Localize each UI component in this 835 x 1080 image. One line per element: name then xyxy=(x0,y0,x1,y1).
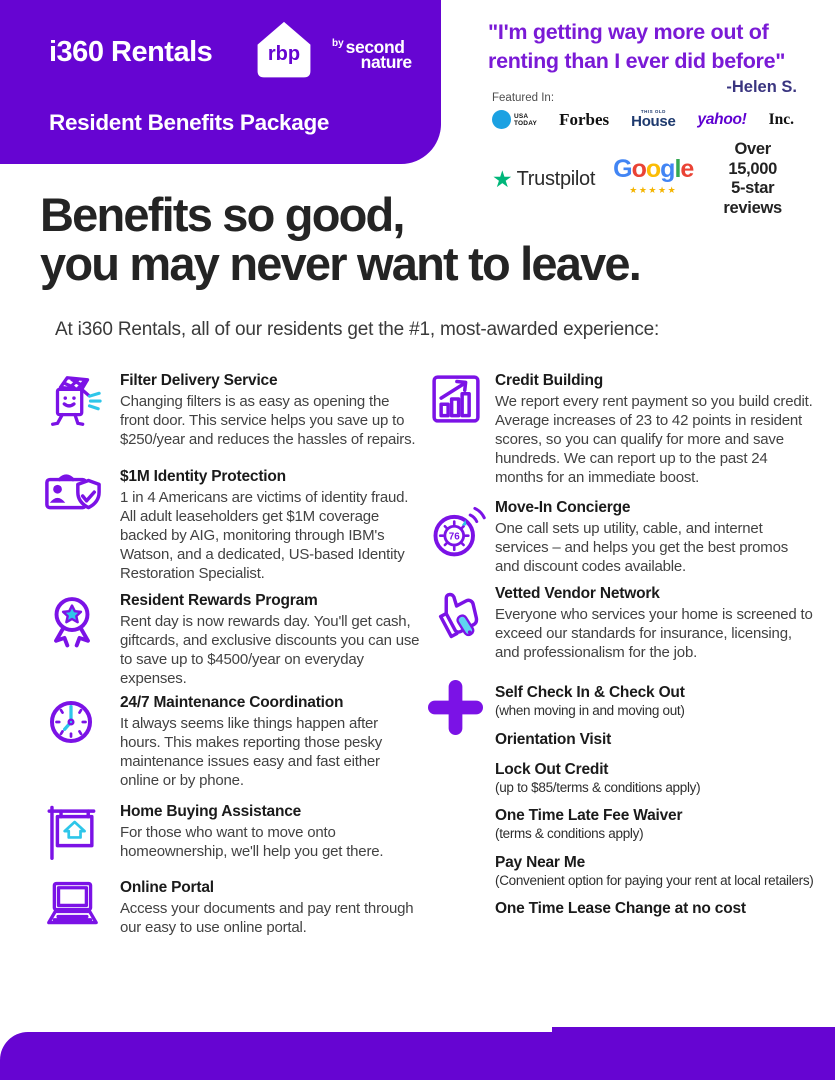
google-five-stars-icon: ★★★★★ xyxy=(629,184,678,195)
by-label: by xyxy=(332,38,344,49)
second-label: second xyxy=(345,37,405,57)
usa-today-text: USA xyxy=(514,112,529,120)
press-logos-row xyxy=(492,109,794,130)
quote-line-1: "I'm getting way more out of xyxy=(488,20,769,44)
benefit-title: Resident Rewards Program xyxy=(120,592,318,609)
google-letter: g xyxy=(660,154,675,183)
benefit-move-in-concierge xyxy=(428,498,814,576)
extra-note: (up to $85/terms & conditions apply) xyxy=(495,779,701,795)
benefit-vetted-vendor xyxy=(428,584,814,662)
quote-attribution: -Helen S. xyxy=(726,78,797,96)
extra-item-self-check xyxy=(495,683,814,720)
benefit-title: Vetted Vendor Network xyxy=(495,585,660,602)
usa-today-text2: TODAY xyxy=(514,119,538,127)
benefit-body: It always seems like things happen after hours. This makes reporting those pesky maintenance issues easy and fast either online or by phone. xyxy=(120,715,383,789)
package-title: Resident Benefits Package xyxy=(49,110,330,135)
benefit-maintenance xyxy=(42,693,422,790)
house-label: House xyxy=(631,113,676,130)
review-count-line2: 5-star reviews xyxy=(723,179,782,217)
benefit-title: Credit Building xyxy=(495,372,604,389)
extra-note: (Convenient option for paying your rent at local retailers) xyxy=(495,872,814,888)
trustpilot-logo xyxy=(492,168,595,191)
benefit-body: For those who want to move onto homeownership, we'll help you get there. xyxy=(120,824,384,860)
extra-item-lockout xyxy=(495,760,814,797)
rbp-second-nature-logo xyxy=(243,12,412,90)
extra-item-pay-near-me xyxy=(495,853,814,890)
google-letter: e xyxy=(680,154,694,183)
benefit-title: Move-In Concierge xyxy=(495,499,631,516)
home-buying-icon xyxy=(42,802,120,867)
headline-line1: Benefits so good, xyxy=(40,188,404,241)
extra-item-orientation xyxy=(495,730,814,750)
benefit-title: $1M Identity Protection xyxy=(120,468,286,485)
this-old-label: THIS OLD xyxy=(640,109,666,114)
benefit-title: Home Buying Assistance xyxy=(120,803,302,820)
extra-title: Pay Near Me xyxy=(495,853,585,871)
brand-name: i360 Rentals xyxy=(49,36,213,68)
usa-today-circle-icon xyxy=(492,110,511,129)
benefit-filter-delivery xyxy=(42,371,422,449)
plus-icon xyxy=(428,680,495,929)
google-letter: o xyxy=(631,154,646,183)
svg-text:rbp: rbp xyxy=(267,43,301,66)
trustpilot-star-icon: ★ xyxy=(492,166,513,192)
extra-title: Self Check In & Check Out xyxy=(495,684,685,701)
page-subheadline: At i360 Rentals, all of our residents get the #1, most-awarded experience: xyxy=(55,319,660,340)
featured-in-label: Featured In: xyxy=(492,92,555,104)
benefit-title: 24/7 Maintenance Coordination xyxy=(120,694,344,711)
resident-rewards-icon xyxy=(42,591,120,688)
nature-label: nature xyxy=(360,52,412,72)
extras-list xyxy=(495,680,814,929)
extra-title: Lock Out Credit xyxy=(495,760,609,778)
extra-title: One Time Late Fee Waiver xyxy=(495,807,683,824)
extras-section xyxy=(428,680,814,929)
benefit-resident-rewards xyxy=(42,591,422,688)
benefit-body: We report every rent payment so you build credit. Average increases of 23 to 42 points in resident scores, so you can qualify for more and save hundreds. We can report up to the past 24 months for an immediate boost. xyxy=(495,393,813,486)
benefit-title: Online Portal xyxy=(120,879,214,896)
google-letter: o xyxy=(645,154,661,183)
benefit-body: 1 in 4 Americans are victims of identity fraud. All adult leaseholders get $1M coverage backed by AIG, monitoring through IBM's Watson, and a dedicated, US-based Identity Restoration Specialist. xyxy=(120,489,409,582)
move-in-concierge-icon xyxy=(428,498,495,576)
benefit-body: One call sets up utility, cable, and internet services – and helps you get the best promos and discount codes available. xyxy=(495,520,789,575)
svg-text:76: 76 xyxy=(448,531,460,543)
vetted-vendor-icon xyxy=(428,584,495,662)
benefit-online-portal xyxy=(42,878,422,937)
inc-logo: Inc. xyxy=(768,110,794,128)
benefit-identity-protection xyxy=(42,467,422,583)
quote-line-2: renting than I ever did before" xyxy=(488,48,786,73)
benefit-body: Changing filters is as easy as opening the front door. This service helps you save up to $250/year and reduces the hassles of repairs. xyxy=(120,393,416,448)
benefit-home-buying xyxy=(42,802,422,867)
header-banner xyxy=(0,0,441,164)
benefits-column-left xyxy=(42,371,422,937)
benefit-title: Filter Delivery Service xyxy=(120,372,278,389)
benefit-body: Rent day is now rewards day. You'll get cash, giftcards, and exclusive discounts you can use to save up to $4500/year on everyday expenses. xyxy=(120,613,420,687)
extra-note: (terms & conditions apply) xyxy=(495,826,644,841)
credit-building-icon xyxy=(428,371,495,487)
extra-title: One Time Lease Change at no cost xyxy=(495,900,746,917)
extra-item-late-fee xyxy=(495,806,814,843)
page-headline xyxy=(40,190,640,288)
headline-line2: you may never want to leave. xyxy=(40,237,641,290)
benefit-body: Everyone who services your home is screened to exceed our standards for insurance, licensing, and professionalism for the job. xyxy=(495,606,813,661)
google-letter: G xyxy=(613,154,632,183)
yahoo-logo: yahoo! xyxy=(697,110,747,128)
footer-bar-right xyxy=(552,1027,835,1080)
usa-today-logo xyxy=(492,110,537,129)
extra-note: (when moving in and moving out) xyxy=(495,703,685,718)
this-old-house-logo xyxy=(631,109,675,130)
review-count-line1: Over 15,000 xyxy=(728,140,777,178)
second-nature-wordmark xyxy=(332,32,412,70)
benefit-body: Access your documents and pay rent through our easy to use online portal. xyxy=(120,900,414,936)
forbes-logo: Forbes xyxy=(559,109,610,129)
review-count-summary xyxy=(711,140,794,218)
benefit-credit-building xyxy=(428,371,814,487)
extra-item-lease-change xyxy=(495,899,814,919)
benefits-column-right xyxy=(428,371,814,929)
google-letter: l xyxy=(674,154,681,183)
identity-protection-icon xyxy=(42,467,120,583)
testimonial-quote xyxy=(488,18,813,97)
rbp-house-icon xyxy=(243,12,325,90)
extra-title: Orientation Visit xyxy=(495,730,612,748)
trustpilot-wordmark: Trustpilot xyxy=(516,167,596,190)
filter-delivery-icon xyxy=(42,371,120,449)
maintenance-clock-icon xyxy=(42,693,120,790)
online-portal-icon xyxy=(42,878,120,937)
